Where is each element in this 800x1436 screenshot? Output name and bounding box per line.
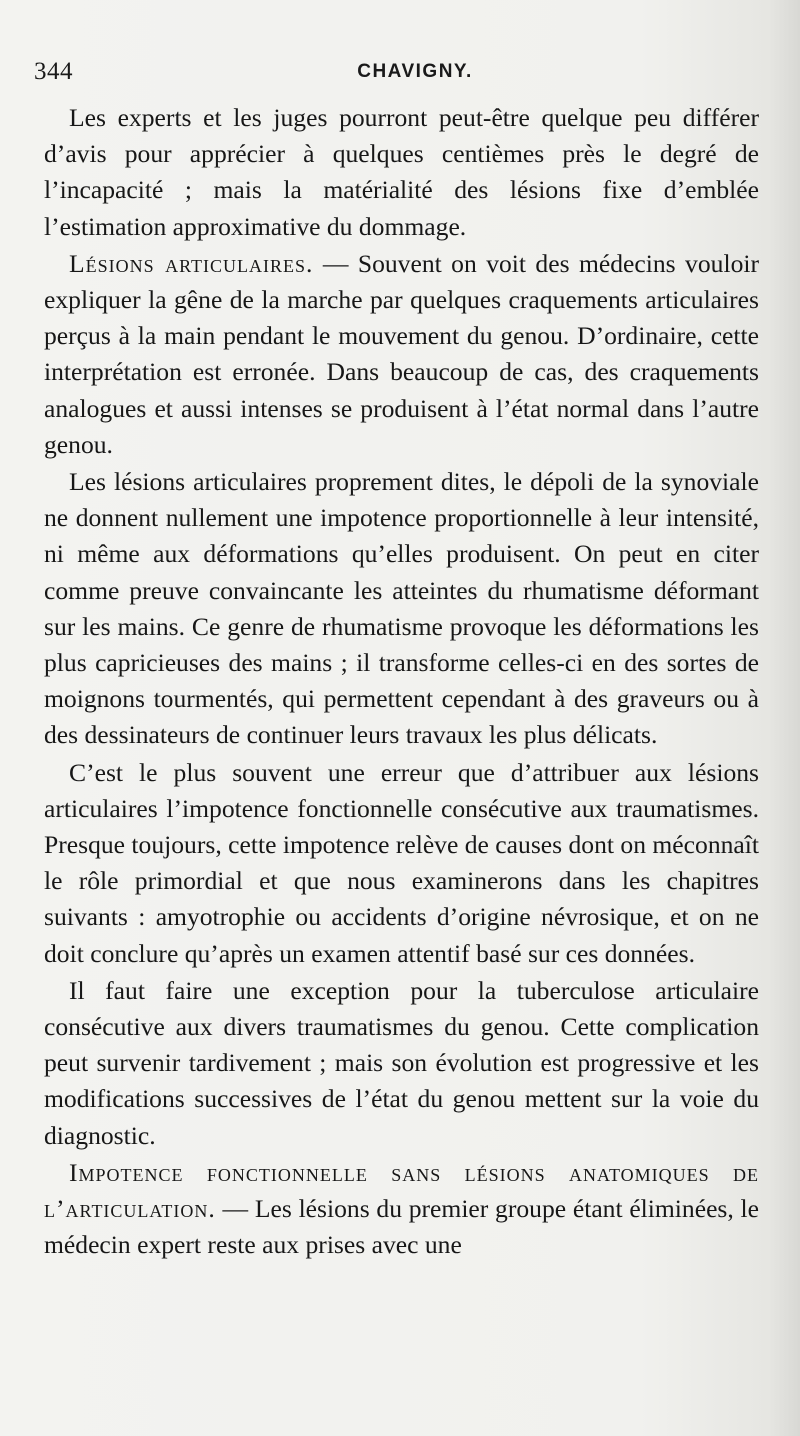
paragraph	[44, 464, 759, 754]
paragraph	[44, 100, 759, 245]
body-text	[44, 100, 759, 1264]
paragraph-text: Il faut faire une exception pour la tuberculose articulaire consécutive aux divers traumatismes du genou. Cette complication peut survenir tardivement ; mais son évolution est progressive et les modifications successives de l’état du genou mettent sur la voie du diagnostic.	[44, 975, 759, 1150]
paragraph-text: Les experts et les juges pourront peut-être quelque peu différer d’avis pour apprécier à quelques centièmes près le degré de l’incapacité ; mais la matérialité des lésions fixe d’emblée l’estimation approximative du dommage.	[44, 103, 759, 241]
section-heading: Lésions articulaires.	[69, 248, 314, 278]
running-head	[34, 58, 754, 88]
paragraph	[44, 246, 759, 463]
paragraph	[44, 1155, 759, 1264]
paragraph-text: Les lésions articulaires proprement dites, le dépoli de la synoviale ne donnent nullement une impotence proportionnelle à leur intensité, ni même aux déformations qu’elles produisent. On peut en citer comme preuve convaincante les atteintes du rhumatisme déformant sur les mains. Ce genre de rhumatisme provoque les déformations les plus capricieuses des mains ; il transforme celles-ci en des sortes de moignons tourmentés, qui permettent cependant à des graveurs ou à des dessinateurs de continuer leurs travaux les plus délicats.	[44, 467, 759, 750]
paragraph-text: C’est le plus souvent une erreur que d’attribuer aux lésions articulaires l’impotence fonctionnelle consécutive aux traumatismes. Presque toujours, cette impotence relève de causes dont on méconnaît le rôle primordial et que nous examinerons dans les chapitres suivants : amyotrophie ou accidents d’origine névrosique, et on ne doit conclure qu’après un examen attentif basé sur ces données.	[44, 757, 759, 968]
paragraph	[44, 973, 759, 1154]
paragraph-text: — Les lésions du premier groupe étant éliminées, le médecin expert reste aux prises avec une	[44, 1194, 759, 1260]
paragraph	[44, 755, 759, 972]
section-heading: Impotence fonctionnelle sans lésions anatomiques de l’articulation.	[44, 1157, 759, 1224]
page-number: 344	[34, 58, 73, 85]
running-title: CHAVIGNY.	[357, 61, 473, 82]
paragraph-text: — Souvent on voit des médecins vouloir expliquer la gêne de la marche par quelques craquements articulaires perçus à la main pendant le mouvement du genou. D’ordinaire, cette interprétation est erronée. Dans beaucoup de cas, des craquements analogues et aussi intenses se produisent à l’état normal dans l’autre genou.	[44, 248, 759, 459]
